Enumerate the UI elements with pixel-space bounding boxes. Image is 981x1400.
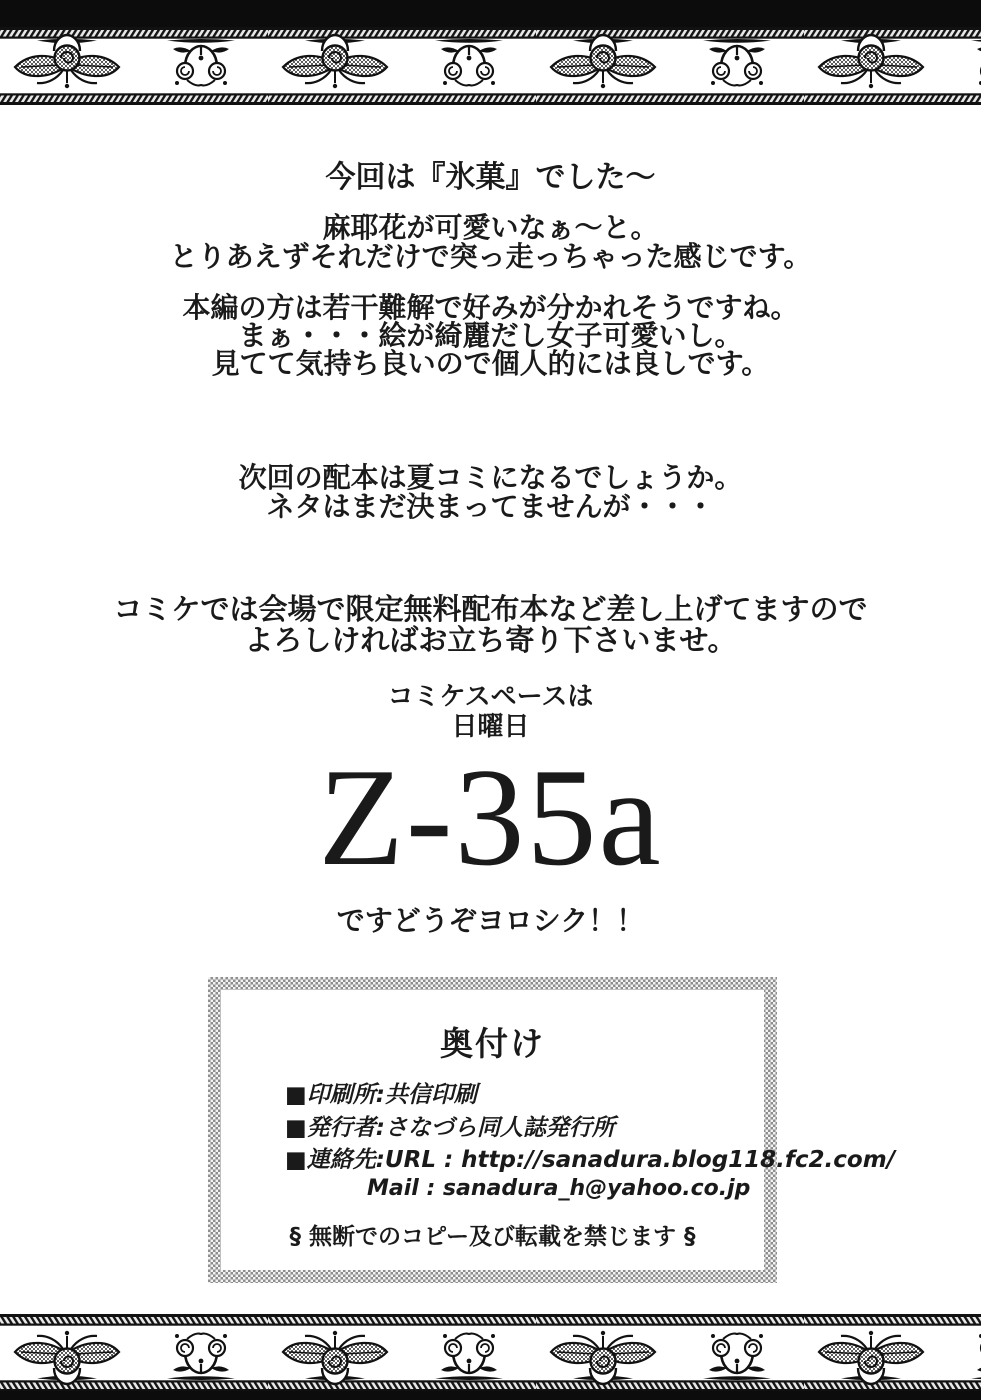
- afterword-line: 見てて気持ち良いので個人的には良しです。: [211, 347, 770, 380]
- colophon-contact-mail-line: Mail : sanadura_h@yahoo.co.jp: [367, 1176, 751, 1201]
- colophon-publisher-line: ■発行者:さなづら同人誌発行所: [285, 1114, 615, 1141]
- colophon-title: 奥付け: [440, 1024, 545, 1063]
- afterword-paragraph-series: [0, 291, 981, 380]
- colophon-box: [208, 977, 896, 1283]
- afterword-line: 次回の配本は夏コミになるでしょうか。: [238, 461, 743, 494]
- afterword-line: よろしければお立ち寄り下さいませ。: [244, 623, 737, 657]
- comiket-space-heading: [0, 682, 981, 742]
- floral-lace-border-top: [0, 27, 981, 105]
- afterword-line: まぁ・・・絵が綺麗だし女子可愛いし。: [238, 319, 743, 352]
- colophon-info-list: [285, 1079, 895, 1177]
- comiket-space-closing: ですどうぞヨロシク！！: [336, 906, 645, 937]
- afterword-intro-line: 今回は『氷菓』でした～: [325, 160, 656, 195]
- afterword-paragraph-impression: [0, 213, 981, 271]
- top-black-band: [0, 0, 981, 27]
- afterword-paragraph-next-book: [0, 463, 981, 521]
- afterword-paragraph-comiket: [0, 594, 981, 656]
- afterword-line: とりあえずそれだけで突っ走っちゃった感じです。: [169, 240, 812, 273]
- colophon-printer-line: ■印刷所:共信印刷: [285, 1082, 477, 1108]
- comiket-space-code: Z-35a: [318, 740, 663, 895]
- colophon-box-inner: [221, 990, 896, 1270]
- floral-lace-border-bottom: [0, 1314, 981, 1392]
- space-heading-line: コミケスペースは: [387, 682, 594, 712]
- space-day-line: 日曜日: [451, 712, 530, 742]
- colophon-copy-notice: § 無断でのコピー及び転載を禁じます §: [289, 1224, 696, 1250]
- afterword-line: ネタはまだ決まってませんが・・・: [266, 490, 715, 523]
- bottom-black-band: [0, 1391, 981, 1400]
- afterword-line: 本編の方は若干難解で好みが分かれそうですね。: [182, 291, 799, 324]
- afterword-line: コミケでは会場で限定無料配布本など差し上げてますので: [113, 592, 868, 626]
- afterword-line: 麻耶花が可愛いなぁ～と。: [322, 211, 659, 244]
- colophon-contact-url-line: ■連絡先:URL : http://sanadura.blog118.fc2.com/: [285, 1147, 896, 1173]
